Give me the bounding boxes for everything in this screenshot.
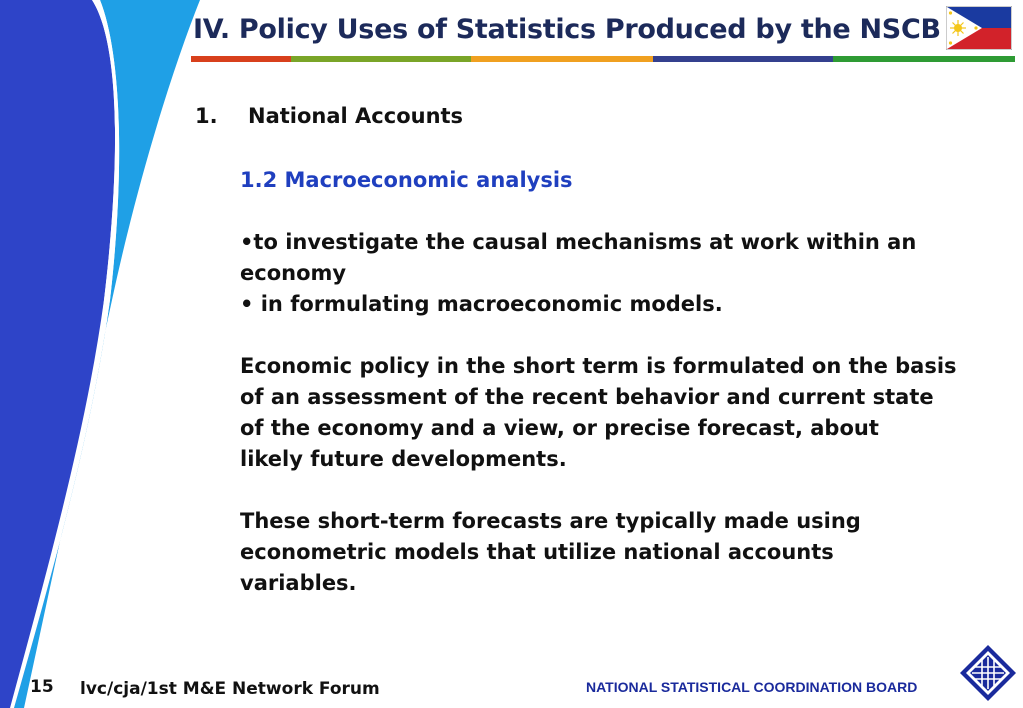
paragraph-forecasts [240, 506, 1010, 599]
subsection-heading: 1.2 Macroeconomic analysis [240, 168, 573, 192]
footer-event: lvc/cja/1st M&E Network Forum [80, 679, 380, 699]
footer-organization: NATIONAL STATISTICAL COORDINATION BOARD [586, 679, 918, 695]
paragraph-line: variables. [240, 571, 357, 595]
title-rule-green2 [833, 56, 1015, 62]
nscb-logo-icon [958, 643, 1018, 703]
section-heading: National Accounts [248, 104, 464, 128]
bullet-item: • in formulating macroeconomic models. [240, 292, 723, 316]
bullet-item: •to investigate the causal mechanisms at work within an [240, 230, 917, 254]
philippine-flag-icon [946, 6, 1012, 50]
paragraph-line: These short-term forecasts are typically made using [240, 509, 861, 533]
title-rule-navy [653, 56, 833, 62]
title-rule-orange [471, 56, 653, 62]
sidebar-decoration [0, 0, 210, 708]
section-number: 1. [195, 104, 218, 128]
slide-body [240, 165, 1010, 630]
paragraph-line: Economic policy in the short term is formulated on the basis [240, 354, 957, 378]
paragraph-line: of the economy and a view, or precise forecast, about [240, 416, 879, 440]
page-number: 15 [30, 677, 54, 697]
bullet-item-continuation: economy [240, 261, 347, 285]
title-rule-green [291, 56, 471, 62]
title-rule-red [191, 56, 291, 62]
bullet-list [240, 227, 1010, 320]
paragraph-line: econometric models that utilize national accounts [240, 540, 834, 564]
page-title: IV. Policy Uses of Statistics Produced by the NSCB [193, 14, 941, 45]
paragraph-line: of an assessment of the recent behavior and current state [240, 385, 934, 409]
paragraph-policy [240, 351, 1010, 475]
paragraph-line: likely future developments. [240, 447, 567, 471]
